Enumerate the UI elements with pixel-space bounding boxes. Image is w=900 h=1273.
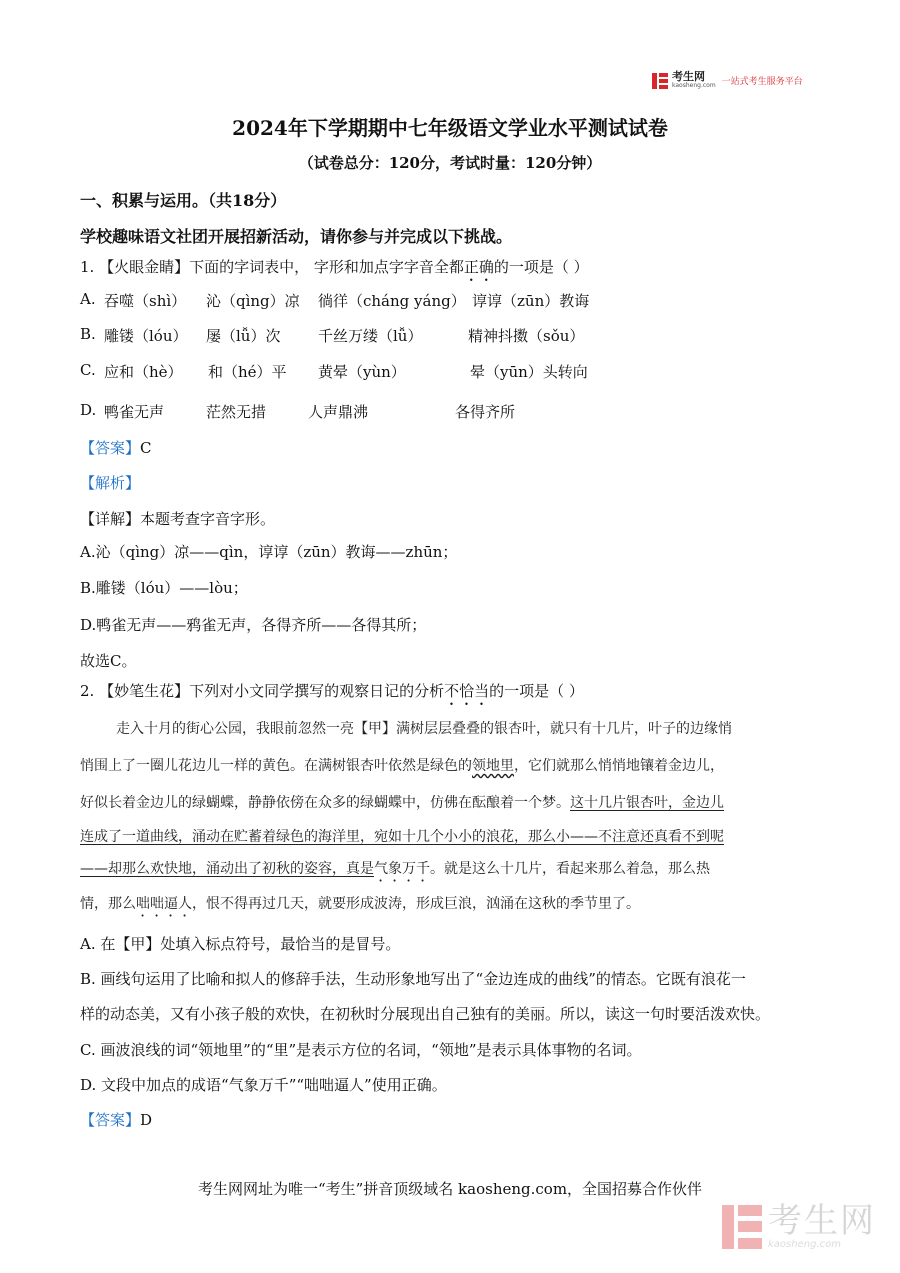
exam-info: （试卷总分：120分，考试时量：120分钟） bbox=[298, 154, 602, 172]
answer-line bbox=[80, 1109, 152, 1130]
logo-domain: kaosheng.com bbox=[672, 82, 716, 89]
passage-line bbox=[80, 858, 820, 885]
passage-line: 走入十月的街心公园，我眼前忽然一亮【甲】满树层层叠叠的银杏叶，就只有十几片，叶子的边缘悄 bbox=[116, 721, 732, 737]
question-text: 的一项是（ ） bbox=[493, 258, 589, 276]
option-b[interactable]: B. 画线句运用了比喻和拟人的修辞手法，生动形象地写出了“金边连成的曲线”的情态。它既有浪花一 bbox=[80, 970, 746, 988]
dotted-idiom: 咄咄逼人 bbox=[136, 896, 192, 912]
option-item: 雕镂（lóu） bbox=[104, 327, 188, 345]
option-d[interactable]: D. 文段中加点的成语“气象万千”“咄咄逼人”使用正确。 bbox=[80, 1076, 447, 1094]
passage-line bbox=[80, 792, 820, 812]
section-intro: 学校趣味语文社团开展招新活动，请你参与并完成以下挑战。 bbox=[80, 227, 513, 246]
passage-text: ，恨不得再过几天，就要形成波涛，形成巨浪，汹涌在这秋的季节里了。 bbox=[192, 896, 640, 912]
watermark-logo-icon bbox=[722, 1205, 762, 1249]
option-item: 千丝万缕（lǚ） bbox=[318, 327, 423, 345]
question-tag: 【妙笔生花】 bbox=[99, 682, 190, 700]
question-text: 下面的字词表中， 字形和加点字字音全都 bbox=[189, 258, 464, 276]
option-label: C. bbox=[80, 361, 96, 379]
underlined-sentence: 连成了一道曲线，涌动在贮蓄着绿色的海洋里，宛如十几个小小的浪花，那么小——不注意还真看不到呢 bbox=[80, 829, 724, 845]
question-text: 的一项是（ ） bbox=[489, 682, 584, 700]
question-2-stem bbox=[80, 680, 584, 709]
section-heading: 一、积累与运用。（共18分） bbox=[80, 191, 287, 210]
option-item: 沁（qìng）凉 bbox=[206, 292, 300, 310]
answer-value: C bbox=[140, 439, 152, 457]
footer-text: 考生网网址为唯一“考生”拼音顶级域名 kaosheng.com，全国招募合作伙伴 bbox=[197, 1180, 703, 1198]
detail-line: 【详解】本题考查字音字形。 bbox=[80, 510, 276, 528]
answer-tag: 【答案】 bbox=[80, 439, 141, 457]
watermark-domain: kaosheng.com bbox=[768, 1239, 841, 1250]
question-1-stem bbox=[80, 256, 589, 285]
question-number: 1. bbox=[80, 258, 95, 276]
passage-line bbox=[80, 893, 820, 920]
answer-line bbox=[80, 437, 152, 458]
passage-text: ，它们就那么悄悄地镶着金边儿， bbox=[514, 758, 724, 774]
wavy-underlined-word: 领地里 bbox=[472, 758, 514, 774]
emphasis-text: 不恰当 bbox=[444, 682, 490, 700]
option-item: 屡（lǚ）次 bbox=[206, 327, 281, 345]
passage-line bbox=[80, 755, 820, 775]
passage-text: 好似长着金边儿的绿蝴蝶，静静依傍在众多的绿蝴蝶中，仿佛在酝酿着一个梦。 bbox=[80, 795, 570, 811]
option-item: 应和（hè） bbox=[104, 363, 183, 381]
explanation-line: B.雕镂（lóu）——lòu； bbox=[80, 579, 248, 597]
option-b-continued: 样的动态美，又有小孩子般的欢快，在初秋时分展现出自己独有的美丽。所以，读这一句时要活泼欢快。 bbox=[80, 1005, 771, 1023]
answer-tag: 【答案】 bbox=[80, 1111, 141, 1129]
passage-text: 悄围上了一圈儿花边儿一样的黄色。在满树银杏叶依然是绿色的 bbox=[80, 758, 472, 774]
option-c[interactable]: C. 画波浪线的词“领地里”的“里”是表示方位的名词，“领地”是表示具体事物的名词。 bbox=[80, 1041, 642, 1059]
passage-text: 。就是这么十几片，看起来那么着急，那么热 bbox=[430, 861, 710, 877]
question-tag: 【火眼金睛】 bbox=[99, 258, 190, 276]
answer-value: D bbox=[140, 1111, 153, 1129]
option-item: 各得齐所 bbox=[455, 403, 516, 421]
watermark bbox=[722, 1203, 876, 1250]
explanation-line: D.鸭雀无声——鸦雀无声，各得齐所——各得其所； bbox=[80, 616, 427, 634]
question-text: 下列对小文同学撰写的观察日记的分析 bbox=[189, 682, 445, 700]
underlined-sentence: 这十几片银杏叶，金边儿 bbox=[570, 795, 724, 811]
option-a[interactable]: A. 在【甲】处填入标点符号，最恰当的是冒号。 bbox=[80, 935, 401, 953]
option-item: 精神抖擞（sǒu） bbox=[468, 327, 585, 345]
option-item: 徜徉（cháng yáng） bbox=[318, 292, 466, 310]
option-item: 和（hé）平 bbox=[208, 363, 287, 381]
option-label: B. bbox=[80, 325, 96, 343]
page-title: 2024年下学期期中七年级语文学业水平测试试卷 bbox=[232, 116, 668, 140]
kaosheng-logo[interactable] bbox=[652, 72, 803, 89]
explanation-line: 故选C。 bbox=[80, 652, 137, 670]
logo-slogan: 一站式考生服务平台 bbox=[721, 77, 803, 87]
logo-name: 考生网 bbox=[672, 70, 705, 83]
option-item: 黄晕（yùn） bbox=[318, 363, 406, 381]
analysis-tag: 【解析】 bbox=[80, 474, 141, 492]
option-item: 吞噬（shì） bbox=[104, 292, 187, 310]
option-label: D. bbox=[80, 401, 97, 419]
option-item: 茫然无措 bbox=[206, 403, 267, 421]
option-item: 鸭雀无声 bbox=[104, 403, 165, 421]
underlined-sentence: ——却那么欢快地，涌动出了初秋的姿容，真是 bbox=[80, 861, 374, 877]
watermark-name: 考生网 bbox=[768, 1201, 876, 1241]
option-item: 晕（yūn）头转向 bbox=[470, 363, 588, 381]
option-label: A. bbox=[80, 290, 96, 308]
emphasis-text: 正确 bbox=[463, 258, 494, 276]
question-number: 2. bbox=[80, 682, 95, 700]
dotted-idiom: 气象万千 bbox=[374, 861, 430, 877]
explanation-line: A.沁（qìng）凉——qìn，谆谆（zūn）教诲——zhūn； bbox=[80, 543, 458, 561]
kaosheng-logo-icon bbox=[652, 73, 668, 89]
option-item: 人声鼎沸 bbox=[308, 403, 369, 421]
option-item: 谆谆（zūn）教诲 bbox=[472, 292, 590, 310]
passage-text: 情，那么 bbox=[80, 896, 136, 912]
